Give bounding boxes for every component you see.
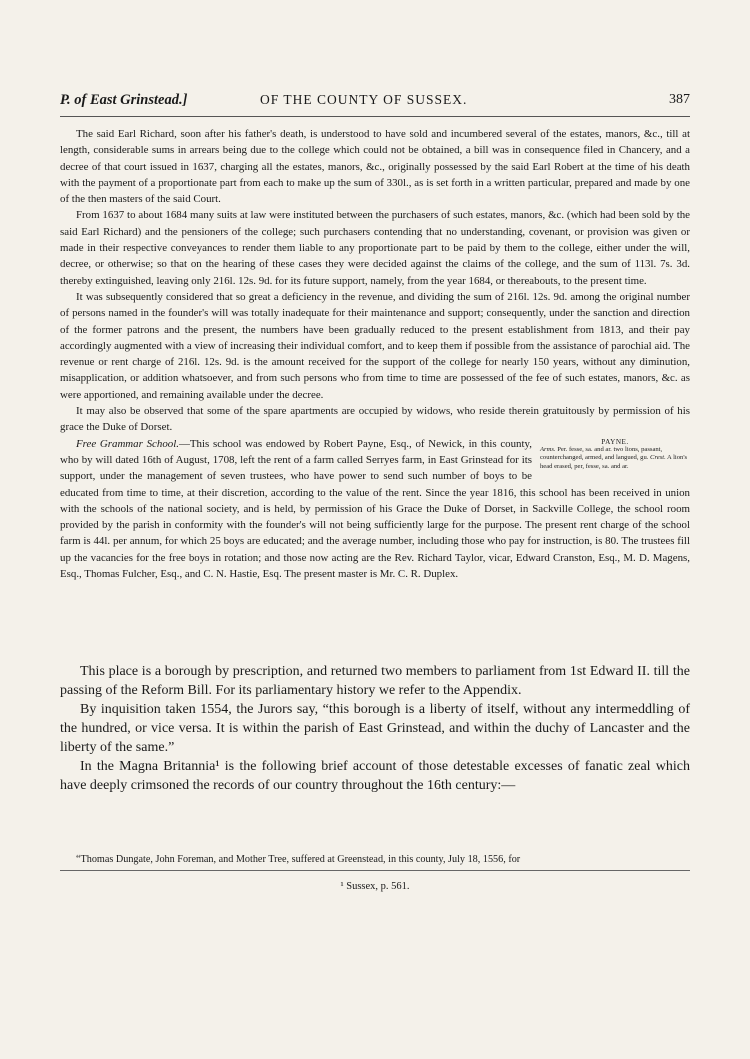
paragraph: By inquisition taken 1554, the Jurors say, “this borough is a liberty of itself, without any intermeddling of the hundred, or vice versa. It is within the parish of East Grinstead, and within the duchy of Lancaster and the liberty of the same.” [60,702,690,755]
paragraph: It may also be observed that some of the spare apartments are occupied by widows, who reside therein gratuitously by permission of his grace the Duke of Dorset. [60,405,690,434]
header-parish: P. of East Grinstead.] [60,92,188,108]
paragraph: The said Earl Richard, soon after his father's death, is understood to have sold and incumbered several of the estates, manors, &c., till at length, considerable sums in arrears being due to the college which could not be obtained, a bill was in consequence filed in Chancery, and a decree of that court issued in 1637, charging all the estates, manors, &c., originally possessed by the said Earl Robert at the time of his death with the payment of a proportionate part from each to make up the sum of 330l., as is set forth in a written particular, prepared and made by one of the then masters of the said Court. [60,128,690,206]
paragraph: From 1637 to about 1684 many suits at law were instituted between the purchasers of such estates, manors, &c. (which had been sold by the said Earl Richard) and the pensioners of the college; such purchasers contending that no understanding, covenant, or provision was given or made in their respective conveyances to render them liable to any proportionate part to be paid by them to the college, either under the will, decree, or otherwise; so that on the hearing of these cases they were decided against the claims of the college, and the sum of 113l. 7s. 3d. thereby extinguished, leaving only 216l. 12s. 9d. for its future support, namely, from the year 1684, or thereabouts, to the present time. [60,209,690,287]
paragraph: In the Magna Britannia¹ is the following brief account of those detestable excesses of fanatic zeal which have deeply crimsoned the records of our country throughout the 16th century:— [60,759,690,793]
footnote: ¹ Sussex, p. 561. [340,881,410,892]
body-large-text [60,662,690,795]
page-number: 387 [669,92,690,107]
running-header [60,92,690,112]
header-title: OF THE COUNTY OF SUSSEX. [260,92,468,107]
arms-title: PAYNE. [601,437,629,446]
arms-label: Arms. [540,445,556,453]
arms-box [540,438,690,471]
crest-text: A lion's head erased, per, fesse, sa. and ar. [540,454,688,470]
arms-text: Per. fesse, sa. and ar. two lions, passant, counterchanged, armed, and langued, gu. [540,445,663,462]
header-rule [60,116,690,117]
grammar-school-paragraph [60,436,690,583]
body-small-text [60,126,690,582]
footnote-rule [60,870,690,871]
crest-label: Crest. [650,454,666,462]
grammar-school-heading: Free Grammar School. [76,437,179,450]
grammar-school-text: —This school was endowed by Robert Payne, Esq., of Newick, in this county, who by will dated 16th of August, 1708, left the rent of a farm called Serryes farm, in East Grinstead for its support, under the management of seven trustees, who have power to send such number of boys to be educated from time to time, at their discretion, according to the value of the rent. Since the year 1816, this school has been received in union with the schools of the national society, and is held, by permission of his Grace the Duke of Dorset, in Sackville College, the school room provided by the parish in conformity with the founder's will not being sufficiently large for the purpose. The present rent charge of the school farm is 44l. per annum, for which 25 boys are educated; and the average number, including those who pay for instruction, is 80. The trustees fill up the vacancies for the free boys in rotation; and those now acting are the Rev. Richard Taylor, vicar, Edward Cranston, Esq., M. D. Magens, Esq., Thomas Fulcher, Esq., and C. N. Hastie, Esq. The present master is Mr. C. R. Duplex. [60,437,690,581]
paragraph: This place is a borough by prescription, and returned two members to parliament from 1st Edward II. till the passing of the Reform Bill. For its parliamentary history we refer to the Appendix. [60,664,690,698]
quote-line: “Thomas Dungate, John Foreman, and Mother Tree, suffered at Greenstead, in this county, July 18, 1556, for [76,854,521,865]
paragraph: It was subsequently considered that so great a deficiency in the revenue, and dividing the sum of 216l. 12s. 9d. among the original number of persons named in the founder's will was totally inadequate for their maintenance and support; consequently, under the sanction and direction of the former patrons and the present, the numbers have been gradually reduced to the present establishment from 1813, and their pay accordingly augmented with a view of increasing their individual comfort, and to keep them if possible from the assistance of parochial aid. The revenue or rent charge of 216l. 12s. 9d. is the amount received for the support of the college for nearly 150 years, without any diminution, misapplication, or addition whatsoever, and from such persons who from time to time are possessed of the fee of such estates, manors, &c. as were apportioned, and remaining available under the decree. [60,290,690,401]
